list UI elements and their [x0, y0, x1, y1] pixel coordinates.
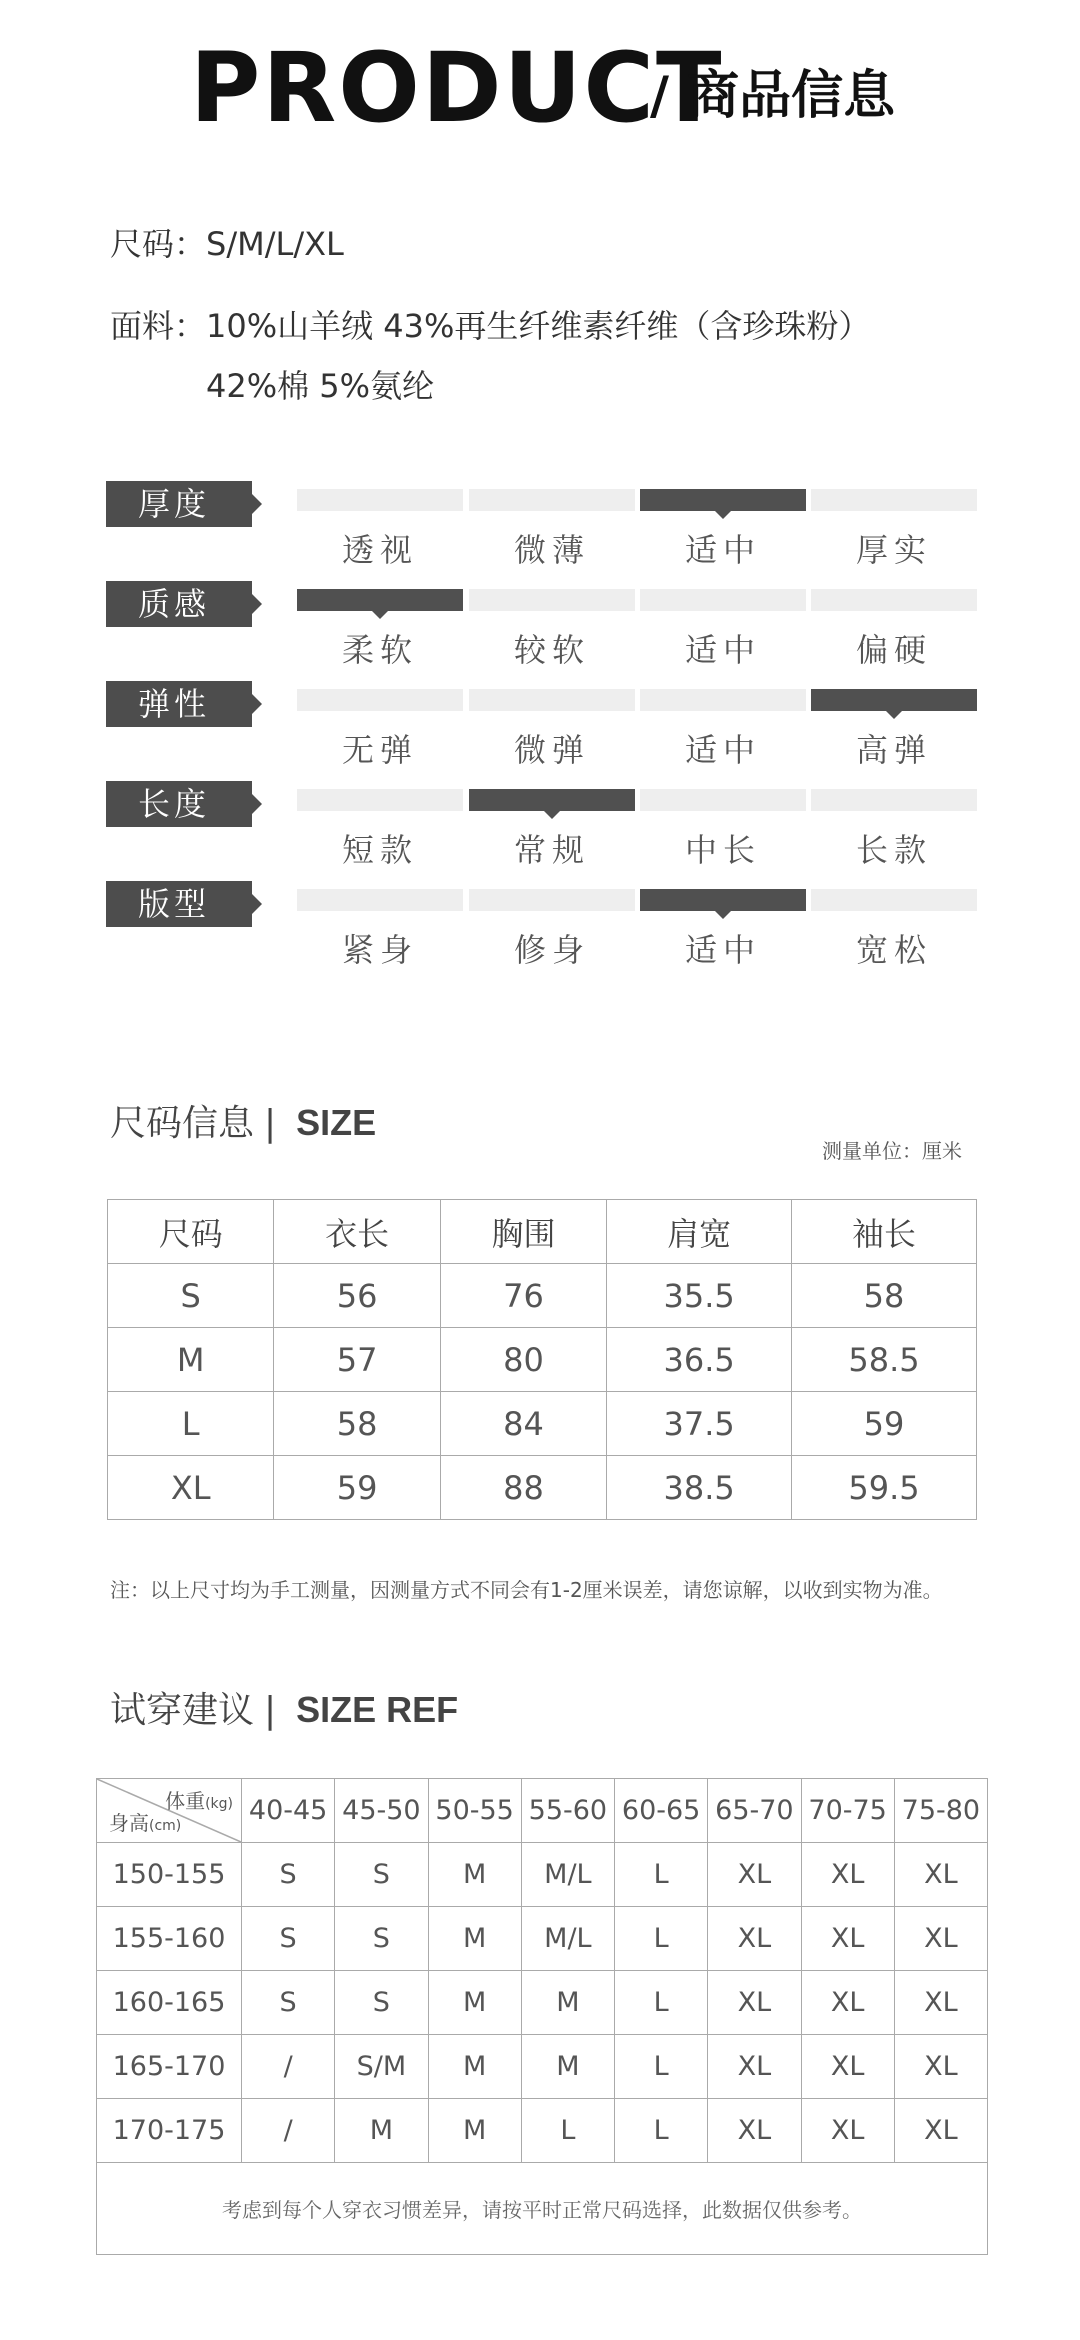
ref-table-row [97, 1843, 988, 1907]
ref-section-title [110, 1682, 458, 1733]
size-table-cell: 58.5 [792, 1328, 977, 1392]
size-table [107, 1199, 977, 1520]
attribute-label: 厚度 [106, 481, 252, 527]
ref-size-cell: L [615, 1971, 708, 2035]
size-table-cell: 57 [274, 1328, 440, 1392]
size-table-cell: 35.5 [607, 1264, 792, 1328]
corner-height-text: 身高 [109, 1811, 149, 1835]
scale-option-label: 无弹 [341, 731, 418, 769]
size-table-cell: 56 [274, 1264, 440, 1328]
scale-option-label: 适中 [684, 931, 761, 969]
size-table-row [108, 1328, 977, 1392]
size-footnote: 注：以上尺寸均为手工测量，因测量方式不同会有1-2厘米误差，请您谅解，以收到实物为准。 [110, 1578, 943, 1602]
weight-header-cell: 70-75 [801, 1779, 894, 1843]
ref-size-cell: M [521, 1971, 614, 2035]
weight-header-cell: 40-45 [242, 1779, 335, 1843]
scale-segment [297, 689, 463, 711]
scale-segment [297, 489, 463, 511]
scale-option-label: 长款 [855, 831, 932, 869]
size-section-title [110, 1095, 376, 1146]
ref-size-cell: M [335, 2099, 428, 2163]
size-table-row [108, 1392, 977, 1456]
ref-size-cell: / [242, 2035, 335, 2099]
fabric-info-line2: 42%棉 5%氨纶 [206, 367, 435, 405]
scale-option-label: 高弹 [855, 731, 932, 769]
scale-option-label: 较软 [513, 631, 590, 669]
scale-segment [469, 789, 635, 811]
ref-size-cell: XL [708, 2035, 801, 2099]
page-title: PRODUCT [190, 32, 724, 144]
scale-option-label: 微弹 [513, 731, 590, 769]
attribute-row [0, 681, 1080, 771]
attribute-label: 版型 [106, 881, 252, 927]
height-cell: 165-170 [97, 2035, 242, 2099]
size-table-cell: 36.5 [607, 1328, 792, 1392]
scale-option-label: 适中 [684, 531, 761, 569]
scale-segment [811, 489, 977, 511]
size-table-header-cell: 衣长 [274, 1200, 440, 1264]
unit-note: 测量单位：厘米 [822, 1139, 962, 1163]
size-table-row [108, 1456, 977, 1520]
scale-segment [640, 489, 806, 511]
ref-table-header [97, 1779, 988, 1843]
scale-segment [297, 889, 463, 911]
size-table-cell: 84 [440, 1392, 606, 1456]
height-cell: 160-165 [97, 1971, 242, 2035]
scale-option-label: 宽松 [855, 931, 932, 969]
scale-option-label: 适中 [684, 731, 761, 769]
weight-header-cell: 45-50 [335, 1779, 428, 1843]
scale-segment [297, 789, 463, 811]
corner-weight-unit: (kg) [205, 1796, 233, 1812]
ref-size-cell: M/L [521, 1907, 614, 1971]
ref-size-cell: S [335, 1843, 428, 1907]
ref-size-cell: M [521, 2035, 614, 2099]
scale-segment [469, 489, 635, 511]
size-title-en: SIZE [296, 1102, 377, 1143]
scale-option-label: 透视 [341, 531, 418, 569]
size-table-cell: M [108, 1328, 274, 1392]
size-table-cell: 76 [440, 1264, 606, 1328]
ref-size-cell: M [428, 1843, 521, 1907]
scale-option-label: 短款 [341, 831, 418, 869]
ref-size-cell: S [335, 1971, 428, 2035]
ref-size-cell: XL [801, 2035, 894, 2099]
scale-option-label: 紧身 [341, 931, 418, 969]
attribute-row [0, 581, 1080, 671]
weight-header-cell: 50-55 [428, 1779, 521, 1843]
weight-header-cell: 65-70 [708, 1779, 801, 1843]
attribute-row [0, 481, 1080, 571]
scale-segment [640, 589, 806, 611]
scale-option-label: 厚实 [855, 531, 932, 569]
scale-option-label: 中长 [684, 831, 761, 869]
ref-size-cell: XL [708, 1843, 801, 1907]
size-table-cell: 80 [440, 1328, 606, 1392]
ref-size-cell: M [428, 2099, 521, 2163]
ref-note: 考虑到每个人穿衣习惯差异，请按平时正常尺码选择，此数据仅供参考。 [97, 2163, 988, 2255]
corner-height-unit: (cm) [149, 1818, 182, 1834]
ref-size-cell: XL [894, 1907, 987, 1971]
ref-size-cell: XL [894, 1971, 987, 2035]
size-table-cell: S [108, 1264, 274, 1328]
attribute-row [0, 881, 1080, 971]
size-table-cell: 59 [792, 1392, 977, 1456]
ref-title-en: SIZE REF [296, 1689, 459, 1730]
size-table-cell: 37.5 [607, 1392, 792, 1456]
weight-header-cell: 75-80 [894, 1779, 987, 1843]
height-cell: 150-155 [97, 1843, 242, 1907]
scale-segment [811, 589, 977, 611]
ref-title-divider: | [264, 1690, 277, 1731]
size-table-header [108, 1200, 977, 1264]
ref-size-cell: XL [708, 2099, 801, 2163]
ref-size-cell: XL [894, 2099, 987, 2163]
size-table-header-cell: 尺码 [108, 1200, 274, 1264]
scale-option-label: 柔软 [341, 631, 418, 669]
corner-height-label [109, 1807, 181, 1836]
ref-size-cell: XL [801, 1907, 894, 1971]
scale-option-label: 偏硬 [855, 631, 932, 669]
ref-size-cell: S [335, 1907, 428, 1971]
scale-segment [811, 789, 977, 811]
scale-option-label: 适中 [684, 631, 761, 669]
size-table-cell: XL [108, 1456, 274, 1520]
scale-option-label: 微薄 [513, 531, 590, 569]
height-cell: 170-175 [97, 2099, 242, 2163]
ref-note-row [97, 2163, 988, 2255]
scale-segment [469, 689, 635, 711]
ref-size-cell: S [242, 1907, 335, 1971]
scale-segment [469, 889, 635, 911]
size-table-cell: 88 [440, 1456, 606, 1520]
ref-size-cell: M/L [521, 1843, 614, 1907]
ref-table-row [97, 2035, 988, 2099]
size-table-cell: 59.5 [792, 1456, 977, 1520]
ref-size-cell: XL [894, 1843, 987, 1907]
scale-segment [640, 789, 806, 811]
ref-table-row [97, 2099, 988, 2163]
ref-size-cell: M [428, 1971, 521, 2035]
ref-size-cell: S/M [335, 2035, 428, 2099]
weight-header-cell: 55-60 [521, 1779, 614, 1843]
scale-segment [469, 589, 635, 611]
height-cell: 155-160 [97, 1907, 242, 1971]
fabric-info-line1: 面料：10%山羊绒 43%再生纤维素纤维（含珍珠粉） [110, 307, 871, 345]
size-table-cell: 58 [274, 1392, 440, 1456]
ref-size-cell: L [615, 1843, 708, 1907]
ref-size-cell: XL [708, 1971, 801, 2035]
attribute-label: 弹性 [106, 681, 252, 727]
ref-size-cell: XL [801, 1843, 894, 1907]
ref-title-cn: 试穿建议 [110, 1690, 255, 1731]
scale-segment [640, 889, 806, 911]
weight-header-cell: 60-65 [615, 1779, 708, 1843]
scale-option-label: 常规 [513, 831, 590, 869]
attribute-label: 长度 [106, 781, 252, 827]
size-title-cn: 尺码信息 [110, 1103, 255, 1144]
ref-size-cell: XL [708, 1907, 801, 1971]
size-info: 尺码：S/M/L/XL [110, 225, 344, 263]
ref-table-row [97, 1971, 988, 2035]
ref-size-cell: S [242, 1971, 335, 2035]
scale-option-label: 修身 [513, 931, 590, 969]
page-subtitle: / 商品信息 [650, 66, 896, 126]
attribute-row [0, 781, 1080, 871]
corner-weight-text: 体重 [165, 1789, 206, 1813]
scale-segment [811, 889, 977, 911]
ref-size-cell: L [615, 2035, 708, 2099]
size-table-header-cell: 肩宽 [607, 1200, 792, 1264]
size-table-cell: L [108, 1392, 274, 1456]
size-table-cell: 59 [274, 1456, 440, 1520]
ref-size-cell: XL [801, 1971, 894, 2035]
ref-size-cell: S [242, 1843, 335, 1907]
scale-segment [640, 689, 806, 711]
ref-size-cell: M [428, 2035, 521, 2099]
size-title-divider: | [264, 1103, 277, 1144]
ref-size-cell: XL [894, 2035, 987, 2099]
ref-size-cell: L [615, 1907, 708, 1971]
size-table-header-cell: 袖长 [792, 1200, 977, 1264]
size-table-cell: 58 [792, 1264, 977, 1328]
ref-corner-cell [97, 1779, 242, 1843]
attribute-label: 质感 [106, 581, 252, 627]
scale-segment [297, 589, 463, 611]
ref-size-cell: L [521, 2099, 614, 2163]
size-table-header-cell: 胸围 [440, 1200, 606, 1264]
size-table-cell: 38.5 [607, 1456, 792, 1520]
ref-size-cell: / [242, 2099, 335, 2163]
scale-segment [811, 689, 977, 711]
size-table-row [108, 1264, 977, 1328]
ref-size-cell: XL [801, 2099, 894, 2163]
ref-size-cell: L [615, 2099, 708, 2163]
ref-table-row [97, 1907, 988, 1971]
ref-size-cell: M [428, 1907, 521, 1971]
size-ref-table [96, 1778, 988, 2255]
